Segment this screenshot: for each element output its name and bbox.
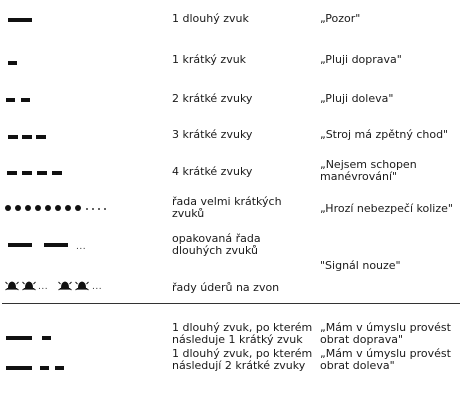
continuation-dot [98, 208, 100, 210]
sound-label: 1 krátký zvuk [172, 53, 247, 66]
ellipsis: ... [38, 282, 49, 292]
short-sound-symbol [8, 135, 18, 139]
very-short-sound-symbol [5, 205, 11, 211]
short-sound-symbol [55, 366, 64, 370]
very-short-sound-symbol [55, 205, 61, 211]
section-divider [2, 303, 460, 304]
distress-meaning-label: "Signál nouze" [320, 259, 401, 272]
very-short-sound-symbol [35, 205, 41, 211]
bell-strike-icon [5, 279, 19, 291]
very-short-sound-symbol [25, 205, 31, 211]
meaning-label-line2: manévrování" [320, 170, 398, 183]
bell-strike-icon [58, 279, 72, 291]
ellipsis: ... [92, 282, 103, 292]
sound-label: 4 krátké zvuky [172, 165, 253, 178]
bell-strike-icon [22, 279, 36, 291]
long-sound-symbol [8, 243, 32, 247]
short-sound-symbol [22, 135, 32, 139]
sound-label-line2: následuje 1 krátký zvuk [172, 333, 303, 346]
very-short-sound-symbol [45, 205, 51, 211]
meaning-label: „Stroj má zpětný chod" [320, 128, 449, 141]
long-sound-symbol [8, 18, 32, 22]
continuation-dot [104, 208, 106, 210]
short-sound-symbol [7, 171, 17, 175]
sound-label-line1: 1 dlouhý zvuk, po kterém [172, 321, 313, 334]
sound-label: 2 krátké zvuky [172, 92, 253, 105]
sound-label: 3 krátké zvuky [172, 128, 253, 141]
short-sound-symbol [36, 135, 46, 139]
bell-strike-icon [75, 279, 89, 291]
meaning-label-line2: obrat doprava" [320, 333, 404, 346]
very-short-sound-symbol [15, 205, 21, 211]
continuation-dot [86, 208, 88, 210]
short-sound-symbol [52, 171, 62, 175]
meaning-label-line1: „Mám v úmyslu provést [320, 321, 451, 334]
sound-label-line1: 1 dlouhý zvuk, po kterém [172, 347, 313, 360]
long-sound-symbol [44, 243, 68, 247]
sound-label-line1: opakovaná řada [172, 232, 261, 245]
sound-label-line2: následují 2 krátké zvuky [172, 359, 306, 372]
short-sound-symbol [6, 98, 15, 102]
ellipsis: ... [76, 242, 87, 252]
short-sound-symbol [40, 366, 49, 370]
meaning-label: „Pluji doleva" [320, 92, 394, 105]
sound-label-line2: zvuků [172, 207, 205, 220]
meaning-label-line1: „Nejsem schopen [320, 158, 417, 171]
sound-label-line2: dlouhých zvuků [172, 244, 258, 257]
sound-label: 1 dlouhý zvuk [172, 12, 249, 25]
sound-label: řady úderů na zvon [172, 281, 280, 294]
meaning-label: „Hrozí nebezpečí kolize" [320, 202, 453, 215]
short-sound-symbol [21, 98, 30, 102]
very-short-sound-symbol [75, 205, 81, 211]
meaning-label: „Pluji doprava" [320, 53, 402, 66]
long-sound-symbol [6, 336, 32, 340]
long-sound-symbol [6, 366, 32, 370]
short-sound-symbol [22, 171, 32, 175]
continuation-dot [92, 208, 94, 210]
short-sound-symbol [37, 171, 47, 175]
short-sound-symbol [42, 336, 51, 340]
meaning-label-line1: „Mám v úmyslu provést [320, 347, 451, 360]
meaning-label-line2: obrat doleva" [320, 359, 395, 372]
sound-label-line1: řada velmi krátkých [172, 195, 282, 208]
short-sound-symbol [8, 61, 17, 65]
meaning-label: „Pozor" [320, 12, 361, 25]
very-short-sound-symbol [65, 205, 71, 211]
